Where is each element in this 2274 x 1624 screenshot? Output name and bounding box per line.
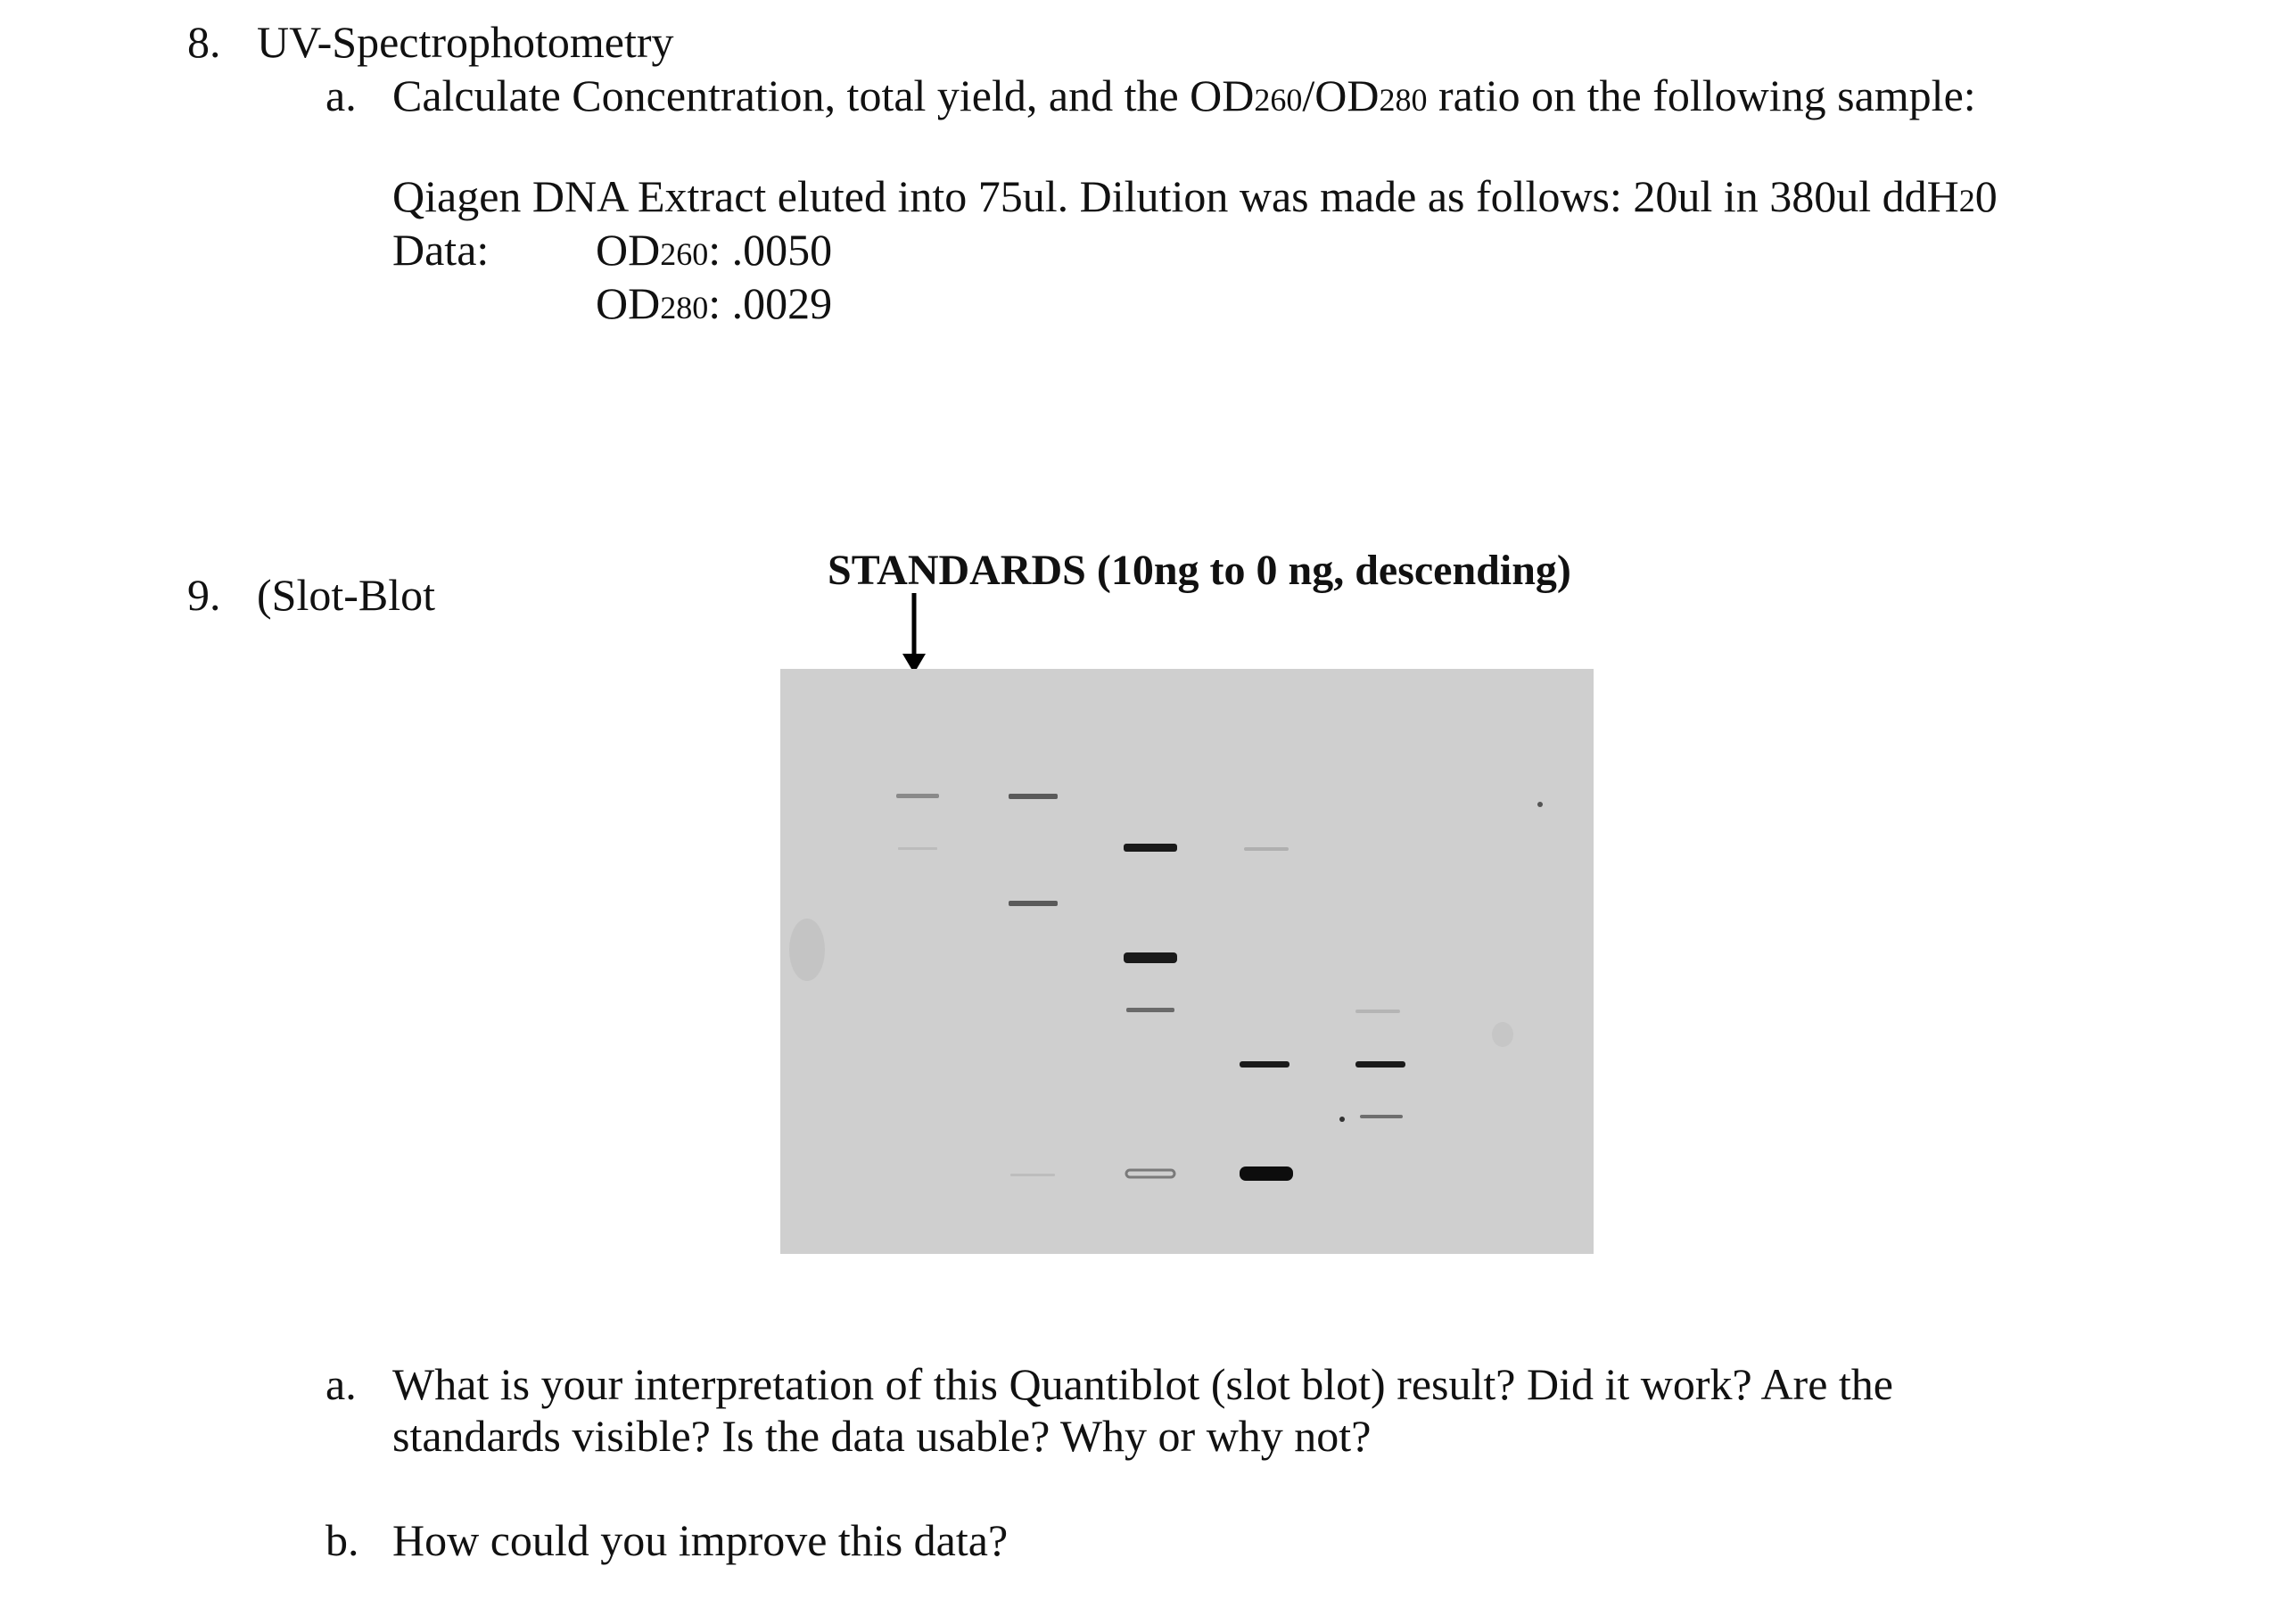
- q8a-marker: a.: [325, 70, 357, 120]
- sample-text-pre: Qiagen DNA Extract eluted into 75ul. Dilution was made as follows: 20ul in 380ul ddH: [392, 171, 1959, 221]
- q8a-sub-280: 280: [1379, 82, 1428, 118]
- od260-value: : .0050: [708, 225, 833, 275]
- sample-text-post: 0: [1974, 171, 1998, 221]
- q9a-line1: What is your interpretation of this Quantiblot (slot blot) result? Did it work? Are the: [392, 1359, 1893, 1409]
- od280-line: [596, 278, 833, 328]
- od280-value: : .0029: [708, 278, 833, 328]
- q8-title: UV-Spectrophotometry: [257, 17, 674, 67]
- slot-blot-image: [780, 669, 1594, 1254]
- down-arrow-icon: [892, 593, 945, 673]
- q8a-text-post: ratio on the following sample:: [1427, 70, 1976, 120]
- q8-sample-line: [392, 171, 1998, 221]
- data-label: Data:: [392, 225, 490, 275]
- q9b-question: How could you improve this data?: [392, 1515, 1009, 1565]
- od260-label: OD: [596, 225, 661, 275]
- q9-title: (Slot-Blot: [257, 570, 436, 620]
- q8a-question: [392, 70, 1976, 120]
- od280-label: OD: [596, 278, 661, 328]
- od260-line: [596, 225, 833, 275]
- q8a-slash: /OD: [1302, 70, 1380, 120]
- sample-sub-2: 2: [1958, 183, 1975, 218]
- q9a-marker: a.: [325, 1359, 357, 1409]
- q8-number: 8.: [187, 17, 221, 67]
- q8a-text-pre: Calculate Concentration, total yield, and the OD: [392, 70, 1255, 120]
- od280-sub: 280: [660, 290, 709, 326]
- q9-number: 9.: [187, 570, 221, 620]
- standards-label: STANDARDS (10ng to 0 ng, descending): [828, 547, 1571, 594]
- q8a-sub-260: 260: [1254, 82, 1303, 118]
- od260-sub: 260: [660, 236, 709, 272]
- q9a-line2: standards visible? Is the data usable? Why or why not?: [392, 1411, 1372, 1461]
- q9b-marker: b.: [325, 1515, 359, 1565]
